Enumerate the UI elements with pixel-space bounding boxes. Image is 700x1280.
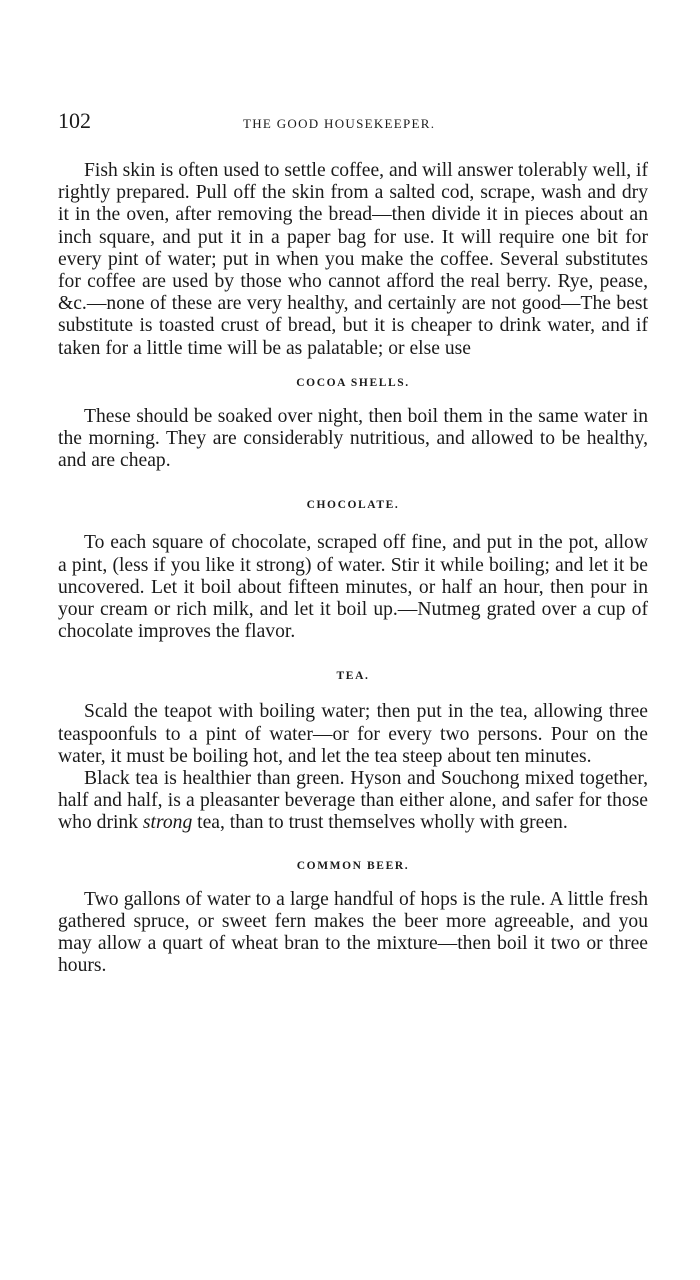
running-title: THE GOOD HOUSEKEEPER. <box>243 116 436 131</box>
paragraph-common-beer: Two gallons of water to a large handful of hops is the rule. A little fresh gathered spruce, or sweet fern makes the beer more agreeable, and you may allow a quart of wheat bran to the mixture—then boil it two or three hours. <box>58 888 648 977</box>
paragraph-fish-skin: Fish skin is often used to settle coffee, and will answer tolerably well, if rightly prepared. Pull off the skin from a salted cod, scrape, wash and dry it in the oven, after removing the bread—then divide it in pieces about an inch square, and put it in a paper bag for use. It will require one bit for every pint of water; put in when you make the coffee. Several substitutes for coffee are used by those who cannot afford the real berry. Rye, pease, &c.—none of these are very healthy, and certainly are not good—The best substitute is toasted crust of bread, but it is cheaper to drink water, and if taken for a little time will be as palatable; or else use <box>58 160 648 359</box>
paragraph-chocolate: To each square of chocolate, scraped off fine, and put in the pot, allow a pint, (less if you like it strong) of water. Stir it while boiling; and let it be uncovered. Let it boil about fifteen minutes, or half an hour, then pour in your cream or rich milk, and let it boil up.—Nutmeg grated over a cup of chocolate improves the flavor. <box>58 532 648 643</box>
section-fish-skin <box>58 160 648 360</box>
heading-tea: TEA. <box>336 670 370 683</box>
heading-cocoa-shells: COCOA SHELLS. <box>296 376 410 389</box>
emphasis-strong: strong <box>142 812 193 834</box>
paragraph-cocoa-shells: These should be soaked over night, then boil them in the same water in the morning. They are considerably nutritious, and allowed to be healthy, and are cheap. <box>58 405 648 472</box>
black-tea-text-end: tea, than to trust themselves wholly with green. <box>192 812 568 834</box>
paragraph-tea-black <box>58 768 648 835</box>
book-page <box>58 108 648 977</box>
section-tea <box>58 669 648 834</box>
paragraph-tea-scald: Scald the teapot with boiling water; then put in the tea, allowing three teaspoonfuls to a pint of water—or for every two persons. Pour on the water, it must be boiling hot, and let the tea steep about ten minutes. <box>58 701 648 767</box>
section-common-beer <box>58 859 648 978</box>
section-cocoa-shells <box>58 376 648 473</box>
heading-common-beer: COMMON BEER. <box>296 859 410 872</box>
section-chocolate <box>58 498 648 643</box>
black-tea-text-start: Black tea is healthier than green. Hyson and Souchong mixed together, half and half, is a pleasanter beverage than either alone, and safer for those who drink <box>58 768 648 834</box>
page-number: 102 <box>58 108 91 133</box>
running-head <box>58 108 648 142</box>
heading-chocolate: CHOCOLATE. <box>306 499 400 512</box>
